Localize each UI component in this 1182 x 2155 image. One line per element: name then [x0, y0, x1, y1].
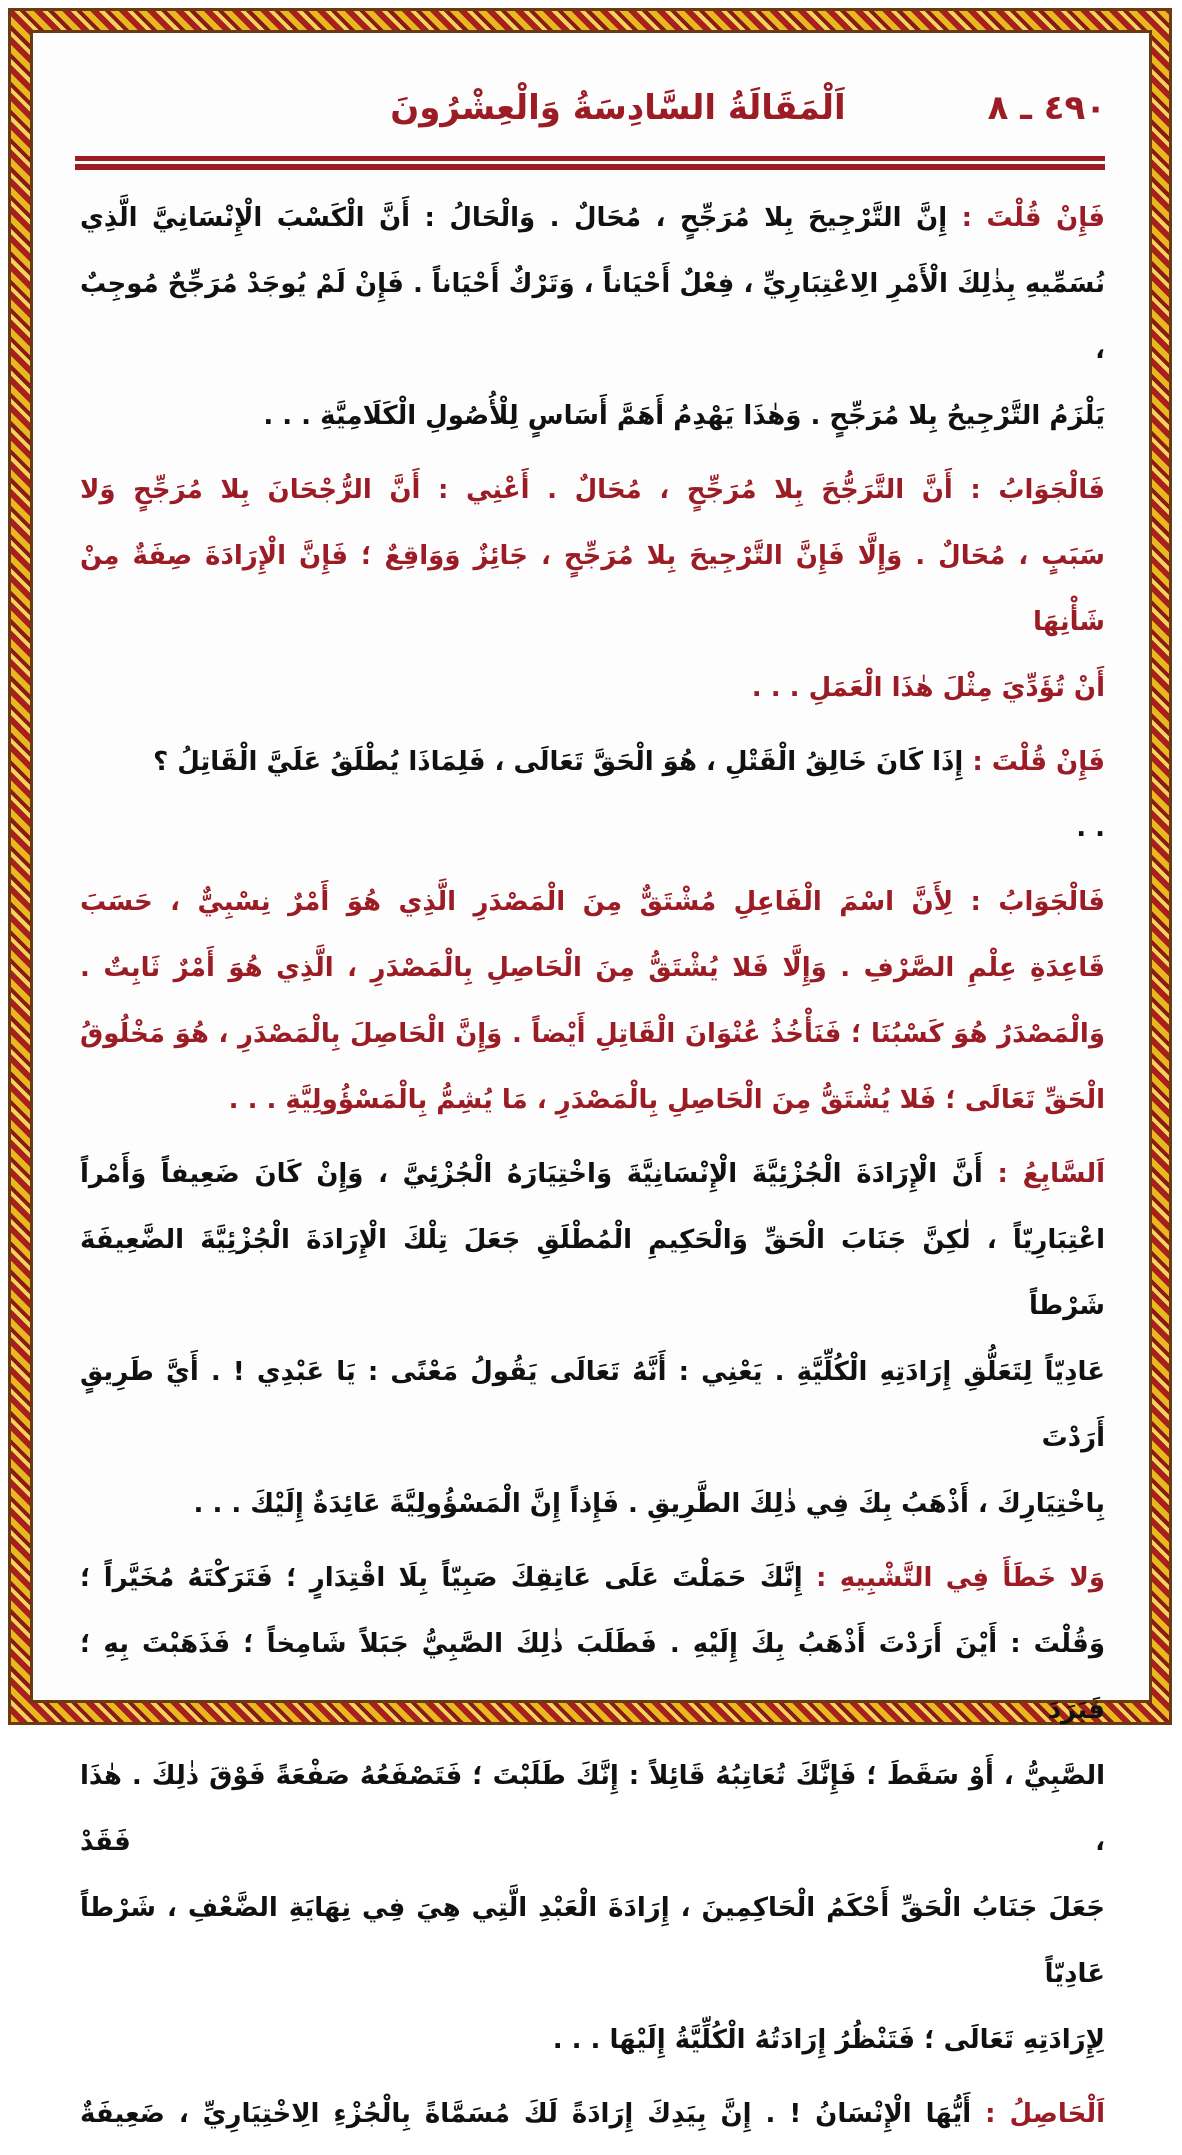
line-text: قَاعِدَةِ عِلْمِ الصَّرْفِ . وَإِلَّا فَلا يُشْتَقُّ مِنَ الْحَاصِلِ بِالْمَصْدَرِ ، الَّذِي هُوَ أَمْرٌ ثَابِتٌ . [80, 953, 1105, 983]
text-line [80, 1141, 1105, 1207]
text-line [80, 869, 1105, 935]
text-line [80, 1339, 1105, 1471]
line-text: إِنَّ التَّرْجِيحَ بِلا مُرَجِّحٍ ، مُحَالٌ . وَالْحَالُ : أَنَّ الْكَسْبَ الْإِنْسَانِيَّ الَّذِي [80, 203, 948, 233]
line-text: جَعَلَ جَنَابُ الْحَقِّ أَحْكَمُ الْحَاكِمِينَ ، إِرَادَةَ الْعَبْدِ الَّتِي هِيَ فِي نِهَايَةِ الضَّعْفِ ، شَرْطاً عَادِيّاً [80, 1893, 1105, 1989]
paragraph [80, 869, 1105, 1133]
line-text: فَالْجَوَابُ : أَنَّ التَّرَجُّحَ بِلا مُرَجِّحٍ ، مُحَالٌ . أَعْنِي : أَنَّ الرُّجْحَانَ بِلا مُرَجِّحٍ وَلا [80, 475, 1105, 505]
paragraph [80, 729, 1105, 861]
paragraph-lead: وَلا خَطَأَ فِي التَّشْبِيهِ : [816, 1563, 1105, 1593]
text-line [80, 1611, 1105, 1743]
paragraph [80, 185, 1105, 449]
paragraph-lead: اَلسَّابِعُ : [997, 1159, 1105, 1189]
text-line [80, 1743, 1105, 1875]
text-line [80, 655, 1105, 721]
line-text: إِنَّكَ حَمَلْتَ عَلَى عَاتِقِكَ صَبِيّاً بِلَا اقْتِدَارٍ ؛ فَتَرَكْتَهُ مُخَيَّراً ؛ [80, 1563, 803, 1593]
paragraph [80, 1545, 1105, 2073]
text-line [80, 1067, 1105, 1133]
text-line [80, 185, 1105, 251]
text-line [80, 2007, 1105, 2073]
text-line [80, 935, 1105, 1001]
line-text: عَادِيّاً لِتَعَلُّقِ إِرَادَتِهِ الْكُلِّيَّةِ . يَعْنِي : أَنَّهُ تَعَالَى يَقُولُ مَعْنًى : يَا عَبْدِي ! . أَيَّ طَرِيقٍ أَرَدْتَ [80, 1357, 1105, 1453]
line-text: فَالْجَوَابُ : لِأَنَّ اسْمَ الْفَاعِلِ مُشْتَقٌّ مِنَ الْمَصْدَرِ الَّذِي هُوَ أَمْرٌ نِسْبِيٌّ ، حَسَبَ [80, 887, 1105, 917]
body-text [80, 185, 1105, 2155]
line-text: أَنْ تُؤَدِّيَ مِثْلَ هٰذَا الْعَمَلِ . . . [751, 673, 1105, 703]
line-text: يَلْزَمُ التَّرْجِيحُ بِلا مُرَجِّحٍ . وَهٰذَا يَهْدِمُ أَهَمَّ أَسَاسٍ لِلْأُصُولِ الْكَلَامِيَّةِ . . . [263, 401, 1105, 431]
line-text: الصَّبِيُّ ، أَوْ سَقَطَ ؛ فَإِنَّكَ تُعَاتِبُهُ قَائِلاً : إِنَّكَ طَلَبْتَ ؛ فَتَصْفَعُهُ صَفْعَةً فَوْقَ ذٰلِكَ . هٰذَا ، فَقَدْ [80, 1761, 1105, 1857]
line-text: نُسَمِّيهِ بِذٰلِكَ الْأَمْرِ الِاعْتِبَارِيِّ ، فِعْلٌ أَحْيَاناً ، وَتَرْكٌ أَحْيَاناً . فَإِنْ لَمْ يُوجَدْ مُرَجِّحٌ مُوجِبٌ ، [80, 269, 1105, 365]
header-rule [75, 156, 1105, 161]
line-text: أَيُّهَا الْإِنْسَانُ ! . إِنَّ بِيَدِكَ إِرَادَةً لَكَ مُسَمَّاةً بِالْجُزْءِ الِاخْتِيَارِيِّ ، ضَعِيفَةٌ [80, 2099, 972, 2129]
text-line [145, 729, 1105, 861]
paragraph-lead: اَلْحَاصِلُ : [985, 2099, 1105, 2129]
line-text: أَنَّ الْإِرَادَةَ الْجُزْئِيَّةَ الْإِنْسَانِيَّةَ وَاخْتِيَارَهُ الْجُزْئِيَّ ، وَإِنْ كَانَ ضَعِيفاً وَأَمْراً [80, 1159, 983, 1189]
line-text: اعْتِبَارِيّاً ، لٰكِنَّ جَنَابَ الْحَقِّ وَالْحَكِيمِ الْمُطْلَقِ جَعَلَ تِلْكَ الْإِرَادَةَ الْجُزْئِيَّةَ الضَّعِيفَةَ شَرْطاً [80, 1225, 1105, 1321]
text-line [80, 251, 1105, 383]
paragraph [80, 2081, 1105, 2147]
line-text: بِاخْتِيَارِكَ ، أَذْهَبُ بِكَ فِي ذٰلِكَ الطَّرِيقِ . فَإِذاً إِنَّ الْمَسْؤُولِيَّةَ عَائِدَةٌ إِلَيْكَ . . . [193, 1489, 1105, 1519]
line-text: سَبَبٍ ، مُحَالٌ . وَإِلَّا فَإِنَّ التَّرْجِيحَ بِلا مُرَجِّحٍ ، جَائِزٌ وَوَاقِعٌ ؛ فَإِنَّ الْإِرَادَةَ صِفَةٌ مِنْ شَأْنِهَا [80, 541, 1105, 637]
paragraph-lead: فَإِنْ قُلْتَ : [961, 203, 1105, 233]
page-header [70, 88, 1106, 144]
line-text: وَقُلْتَ : أَيْنَ أَرَدْتَ أَذْهَبُ بِكَ إِلَيْهِ . فَطَلَبَ ذٰلِكَ الصَّبِيُّ جَبَلاً شَامِخاً ؛ فَذَهَبْتَ بِهِ ؛ فَبَرَدَ [80, 1629, 1105, 1725]
text-line [80, 1001, 1105, 1067]
text-line [80, 457, 1105, 523]
text-line [80, 2081, 1105, 2147]
text-line [80, 1471, 1105, 1537]
line-text: إِذَا كَانَ خَالِقُ الْقَتْلِ ، هُوَ الْحَقَّ تَعَالَى ، فَلِمَاذَا يُطْلَقُ عَلَيَّ الْقَاتِلُ ؟ . . [153, 747, 1105, 843]
text-line [80, 523, 1105, 655]
page-number: ٤٩٠ ـ ٨ [987, 88, 1106, 128]
text-line [80, 1545, 1105, 1611]
text-line [80, 383, 1105, 449]
page-title: اَلْمَقَالَةُ السَّادِسَةُ وَالْعِشْرُونَ [390, 88, 846, 128]
paragraph-lead: فَإِنْ قُلْتَ : [972, 747, 1105, 777]
line-text: لِإِرَادَتِهِ تَعَالَى ؛ فَتَنْظُرُ إِرَادَتُهُ الْكُلِّيَّةُ إِلَيْهَا . . . [552, 2025, 1105, 2055]
text-line [80, 1875, 1105, 2007]
line-text: الْحَقِّ تَعَالَى ؛ فَلا يُشْتَقُّ مِنَ الْحَاصِلِ بِالْمَصْدَرِ ، مَا يُشِمُّ بِالْمَسْؤُولِيَّةِ . . . [228, 1085, 1105, 1115]
header-rule-thick [75, 164, 1105, 170]
line-text: وَالْمَصْدَرُ هُوَ كَسْبُنَا ؛ فَنَأْخُذُ عُنْوَانَ الْقَاتِلِ أَيْضاً . وَإِنَّ الْحَاصِلَ بِالْمَصْدَرِ ، هُوَ مَخْلُوقُ [80, 1019, 1105, 1049]
paragraph [80, 1141, 1105, 1537]
text-line [80, 1207, 1105, 1339]
paragraph [80, 457, 1105, 721]
